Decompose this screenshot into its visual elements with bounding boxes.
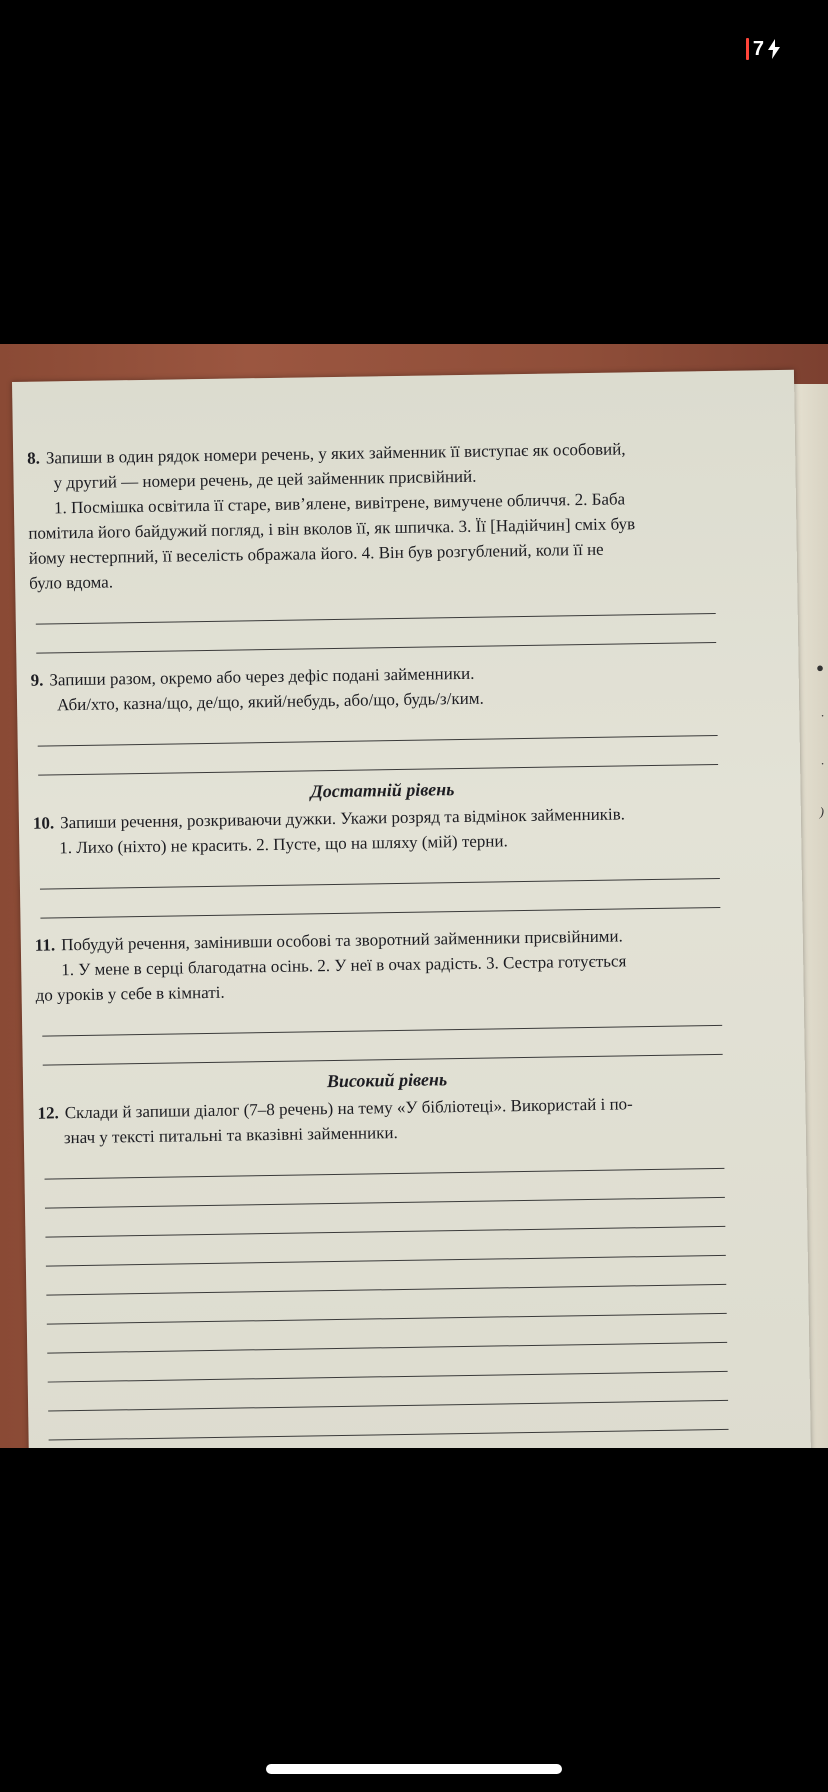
task-9 bbox=[30, 657, 732, 776]
status-label: 7 bbox=[752, 37, 764, 60]
charging-bolt-icon bbox=[768, 39, 780, 59]
task-text: йому нестерпний, її веселість ображала його. 4. Він був розгублений, коли її не bbox=[28, 539, 604, 568]
task-text: 1. Лихо (ніхто) не красить. 2. Пусте, що на шляху (мій) терни. bbox=[59, 831, 508, 858]
task-question: у другий — номери речень, де цей займенник присвійний. bbox=[53, 466, 477, 493]
level-heading: Достатній рівень bbox=[310, 779, 455, 802]
task-question: Запиши разом, окремо або через дефіс подані займенники. bbox=[49, 663, 475, 690]
workbook-page bbox=[12, 370, 811, 1448]
margin-notes: ● · · ) bbox=[816, 660, 824, 819]
task-number: 9. bbox=[30, 670, 44, 690]
task-question: Запиши речення, розкриваючи дужки. Укажи розряд та відмінок займенників. bbox=[60, 804, 626, 833]
task-text: 1. Посмішка освітила її старе, вив’ялене, вивітрене, вимучене обличчя. 2. Баба bbox=[53, 489, 626, 518]
task-8 bbox=[27, 435, 730, 654]
task-question: Побудуй речення, замінивши особові та зворотний займенники присвійними. bbox=[61, 926, 623, 955]
task-number: 10. bbox=[32, 813, 55, 833]
task-question: Склади й запиши діалог (7–8 речень) на тему «У бібліотеці». Використай і по- bbox=[64, 1094, 633, 1123]
task-number: 11. bbox=[34, 935, 56, 955]
task-text: 1. У мене в серці благодатна осінь. 2. У неї в очах радість. 3. Сестра готується bbox=[61, 951, 627, 980]
task-10 bbox=[33, 800, 735, 919]
task-12 bbox=[37, 1090, 742, 1441]
task-number: 12. bbox=[37, 1103, 59, 1123]
task-text: було вдома. bbox=[29, 572, 114, 593]
task-question: Запиши в один рядок номери речень, у яких займенник її виступає як особовий, bbox=[45, 439, 626, 468]
status-indicator-bar bbox=[746, 38, 749, 60]
status-bar bbox=[746, 36, 780, 62]
task-number: 8. bbox=[27, 448, 41, 468]
level-heading: Високий рівень bbox=[326, 1069, 448, 1092]
task-question: знач у тексті питальні та вказівні займенники. bbox=[63, 1123, 398, 1148]
home-indicator[interactable] bbox=[266, 1764, 562, 1774]
task-text: помітила його байдужий погляд, і він вколов її, як шпичка. 3. Її [Надійчин] сміх був bbox=[28, 514, 636, 543]
task-text: Аби/хто, казна/що, де/що, який/небудь, або/що, будь/з/ким. bbox=[56, 688, 484, 715]
page-content bbox=[27, 435, 743, 1448]
workbook-photo[interactable] bbox=[0, 344, 828, 1448]
task-11 bbox=[35, 922, 737, 1066]
task-text: до уроків у себе в кімнаті. bbox=[35, 982, 225, 1005]
